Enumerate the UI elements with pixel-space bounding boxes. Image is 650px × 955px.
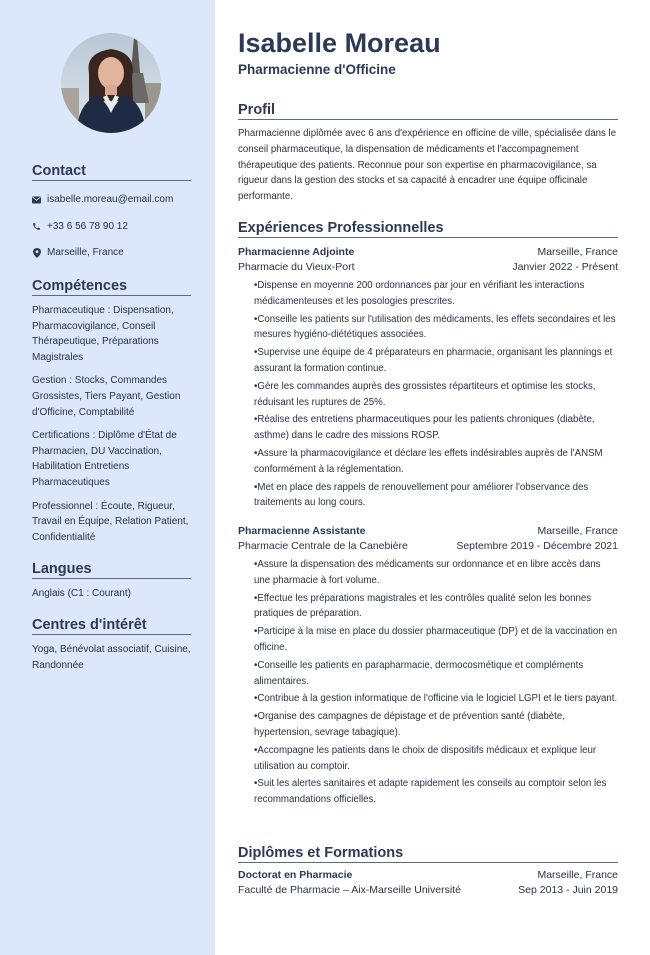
bullet-item: • Participe à la mise en place du dossier pharmaceutique (DP) et de la vaccination en officine. — [254, 624, 618, 656]
bullet-item: • Met en place des rappels de renouvellement pour améliorer l'observance des traitements au long cours. — [254, 480, 618, 512]
bullet-item: • Conseille les patients sur l'utilisation des médicaments, les effets secondaires et les mesures hygiéno-diététiques associées. — [254, 312, 618, 344]
skill-item: Gestion : Stocks, Commandes Grossistes, Tiers Payant, Gestion d'Officine, Comptabilité — [32, 375, 181, 418]
summary-text: Pharmacienne diplômée avec 6 ans d'expérience en officine de ville, spécialisée dans le conseil pharmaceutique, la dispensation de médicaments et l'accompagnement thérapeutique des patients. Reconnue pour son expertise en pharmacovigilance, sa rigueur dans la gestion des stocks et sa capacité à encadrer une équipe officinale performante. — [238, 128, 617, 203]
education-dates: Sep 2013 - Juin 2019 — [518, 884, 618, 896]
phone-icon — [32, 222, 41, 231]
bullet-item: • Effectue les préparations magistrales et les contrôles qualité selon les bonnes pratiques de préparation. — [254, 591, 618, 623]
bullet-item: • Réalise des entretiens pharmaceutiques pour les patients chroniques (diabète, asthme) dans le cadre des missions ROSP. — [254, 412, 618, 444]
job-role: Pharmacienne Assistante — [238, 525, 366, 537]
contact-phone — [32, 220, 191, 233]
interests-text: Yoga, Bénévolat associatif, Cuisine, Randonnée — [32, 644, 191, 671]
contact-section — [32, 163, 191, 273]
job-bullets — [254, 278, 618, 513]
bullet-item: • Conseille les patients en parapharmacie, dermocosmétique et compléments alimentaires. — [254, 658, 618, 690]
school-name: Faculté de Pharmacie – Aix-Marseille Université — [238, 884, 461, 896]
bullet-item: • Assure la dispensation des médicaments sur ordonnance et en libre accès dans une pharmacie à fort volume. — [254, 557, 618, 589]
education-location: Marseille, France — [537, 869, 618, 881]
bullet-item: • Supervise une équipe de 4 préparateurs en pharmacie, organisant les plannings et assurant la formation continue. — [254, 345, 618, 377]
contact-heading: Contact — [32, 163, 191, 181]
job-company: Pharmacie du Vieux-Port — [238, 261, 355, 273]
location-text: Marseille, France — [47, 247, 124, 258]
interests-heading: Centres d'intérêt — [32, 617, 191, 635]
job-location: Marseille, France — [537, 246, 618, 258]
contact-email — [32, 193, 191, 206]
job-location: Marseille, France — [537, 525, 618, 537]
sidebar — [0, 0, 215, 955]
job-dates: Septembre 2019 - Décembre 2021 — [456, 540, 618, 552]
job-bullets — [254, 557, 618, 810]
skill-item: Professionnel : Écoute, Rigueur, Travail en Équipe, Relation Patient, Confidentialité — [32, 500, 189, 543]
education-heading: Diplômes et Formations — [238, 845, 618, 863]
mail-icon — [32, 195, 41, 204]
location-pin-icon — [32, 248, 41, 257]
job-company: Pharmacie Centrale de la Canebière — [238, 540, 408, 552]
experience-heading: Expériences Professionnelles — [238, 220, 618, 238]
email-text: isabelle.moreau@email.com — [47, 194, 174, 205]
job-dates: Janvier 2022 - Présent — [512, 261, 618, 273]
skills-heading: Compétences — [32, 278, 191, 296]
profile-photo — [61, 33, 161, 133]
summary-heading: Profil — [238, 102, 618, 120]
bullet-item: • Assure la pharmacovigilance et déclare les effets indésirables auprès de l'ANSM conformément à la réglementation. — [254, 446, 618, 478]
interests-section — [32, 617, 191, 681]
candidate-title: Pharmacienne d'Officine — [238, 62, 396, 77]
bullet-item: • Organise des campagnes de dépistage et de prévention santé (diabète, hypertension, sevrage tabagique). — [254, 709, 618, 741]
job-header — [238, 246, 618, 258]
job-subheader — [238, 540, 618, 552]
bullet-item: • Dispense en moyenne 200 ordonnances par jour en vérifiant les interactions médicamenteuses et les posologies prescrites. — [254, 278, 618, 310]
languages-text: Anglais (C1 : Courant) — [32, 588, 131, 599]
job-header — [238, 525, 618, 537]
education-subheader — [238, 884, 618, 896]
bullet-item: • Suit les alertes sanitaires et adapte rapidement les conseils au comptoir selon les recommandations officielles. — [254, 776, 618, 808]
skill-item: Pharmaceutique : Dispensation, Pharmacovigilance, Conseil Thérapeutique, Préparations Magistrales — [32, 305, 174, 363]
bullet-item: • Accompagne les patients dans le choix de dispositifs médicaux et explique leur utilisation au comptoir. — [254, 743, 618, 775]
contact-location — [32, 246, 191, 259]
job-subheader — [238, 261, 618, 273]
job-role: Pharmacienne Adjointe — [238, 246, 355, 258]
phone-text: +33 6 56 78 90 12 — [47, 220, 128, 232]
education-header — [238, 869, 618, 881]
bullet-item: • Contribue à la gestion informatique de l'officine via le logiciel LGPI et le tiers payant. — [254, 691, 618, 707]
degree-name: Doctorat en Pharmacie — [238, 869, 353, 881]
skills-section — [32, 278, 191, 553]
languages-heading: Langues — [32, 561, 191, 579]
skill-item: Certifications : Diplôme d'État de Pharmacien, DU Vaccination, Habilitation Entretiens Pharmaceutiques — [32, 430, 177, 488]
candidate-name: Isabelle Moreau — [238, 28, 441, 58]
languages-section — [32, 561, 191, 610]
bullet-item: • Gère les commandes auprès des grossistes répartiteurs et optimise les stocks, réduisant les ruptures de 25%. — [254, 379, 618, 411]
